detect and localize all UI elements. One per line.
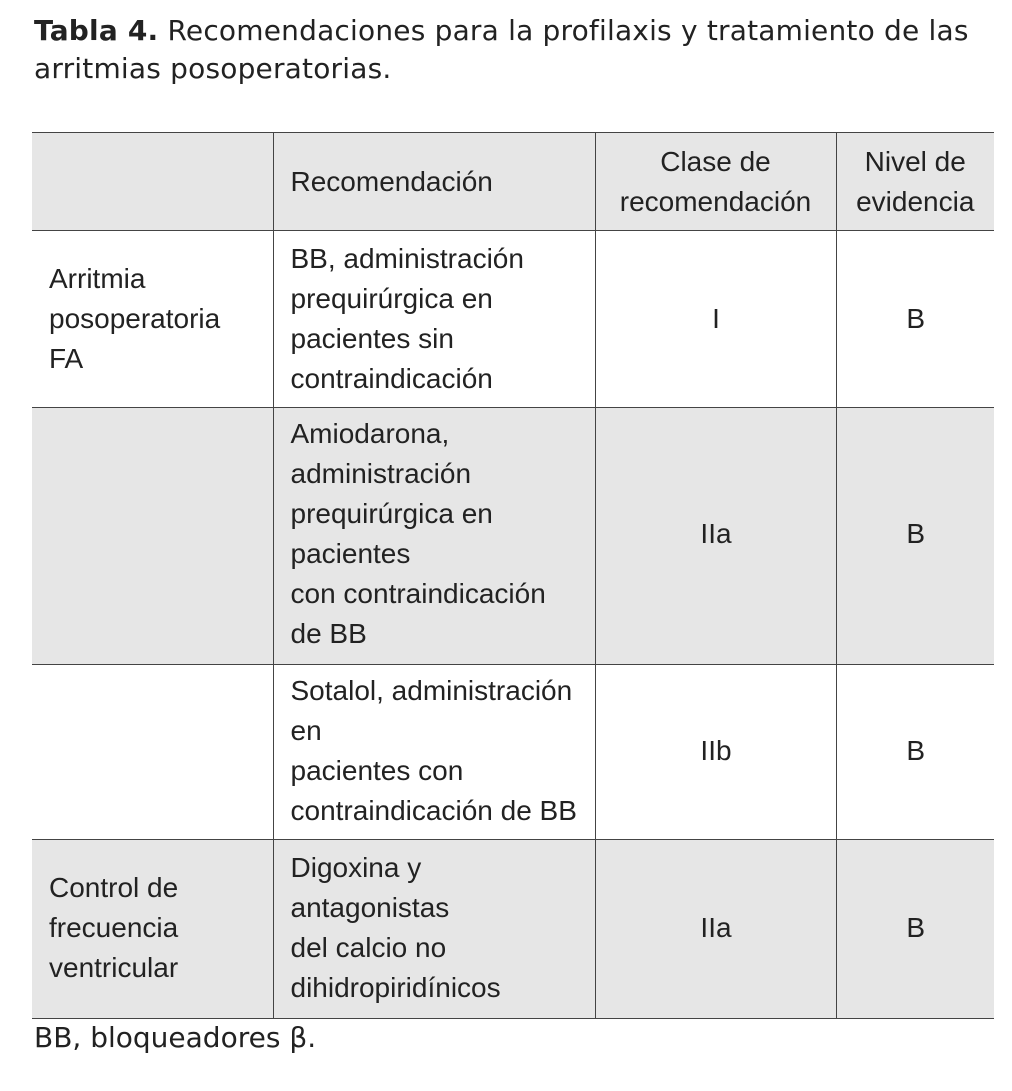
row-evidence: B <box>836 840 994 1019</box>
row-category <box>32 665 273 840</box>
header-evidence: Nivel de evidencia <box>836 133 994 231</box>
recommendations-table <box>32 132 994 1019</box>
header-recommendation: Recomendación <box>273 133 595 231</box>
table-row <box>32 408 994 665</box>
table-footnote: BB, bloqueadores β. <box>34 1021 317 1054</box>
header-category <box>32 133 273 231</box>
row-class: IIb <box>595 665 836 840</box>
table-caption-text: Recomendaciones para la profilaxis y tratamiento de las arritmias posoperatorias. <box>34 14 969 85</box>
table-caption-label: Tabla 4. <box>34 14 159 47</box>
header-class: Clase de recomendación <box>595 133 836 231</box>
table-header-row <box>32 133 994 231</box>
row-recommendation: Amiodarona, administración prequirúrgica en pacientes con contraindicación de BB <box>273 408 595 665</box>
table-row <box>32 665 994 840</box>
row-recommendation: Digoxina y antagonistas del calcio no dihidropiridínicos <box>273 840 595 1019</box>
table-row <box>32 231 994 408</box>
row-class: IIa <box>595 408 836 665</box>
row-category: Arritmia posoperatoria FA <box>32 231 273 408</box>
row-class: IIa <box>595 840 836 1019</box>
row-recommendation: Sotalol, administración en pacientes con contraindicación de BB <box>273 665 595 840</box>
row-category: Control de frecuencia ventricular <box>32 840 273 1019</box>
row-evidence: B <box>836 665 994 840</box>
table-row <box>32 840 994 1019</box>
row-category <box>32 408 273 665</box>
row-recommendation: BB, administración prequirúrgica en pacientes sin contraindicación <box>273 231 595 408</box>
row-evidence: B <box>836 408 994 665</box>
row-class: I <box>595 231 836 408</box>
row-evidence: B <box>836 231 994 408</box>
table-caption <box>34 12 1004 88</box>
